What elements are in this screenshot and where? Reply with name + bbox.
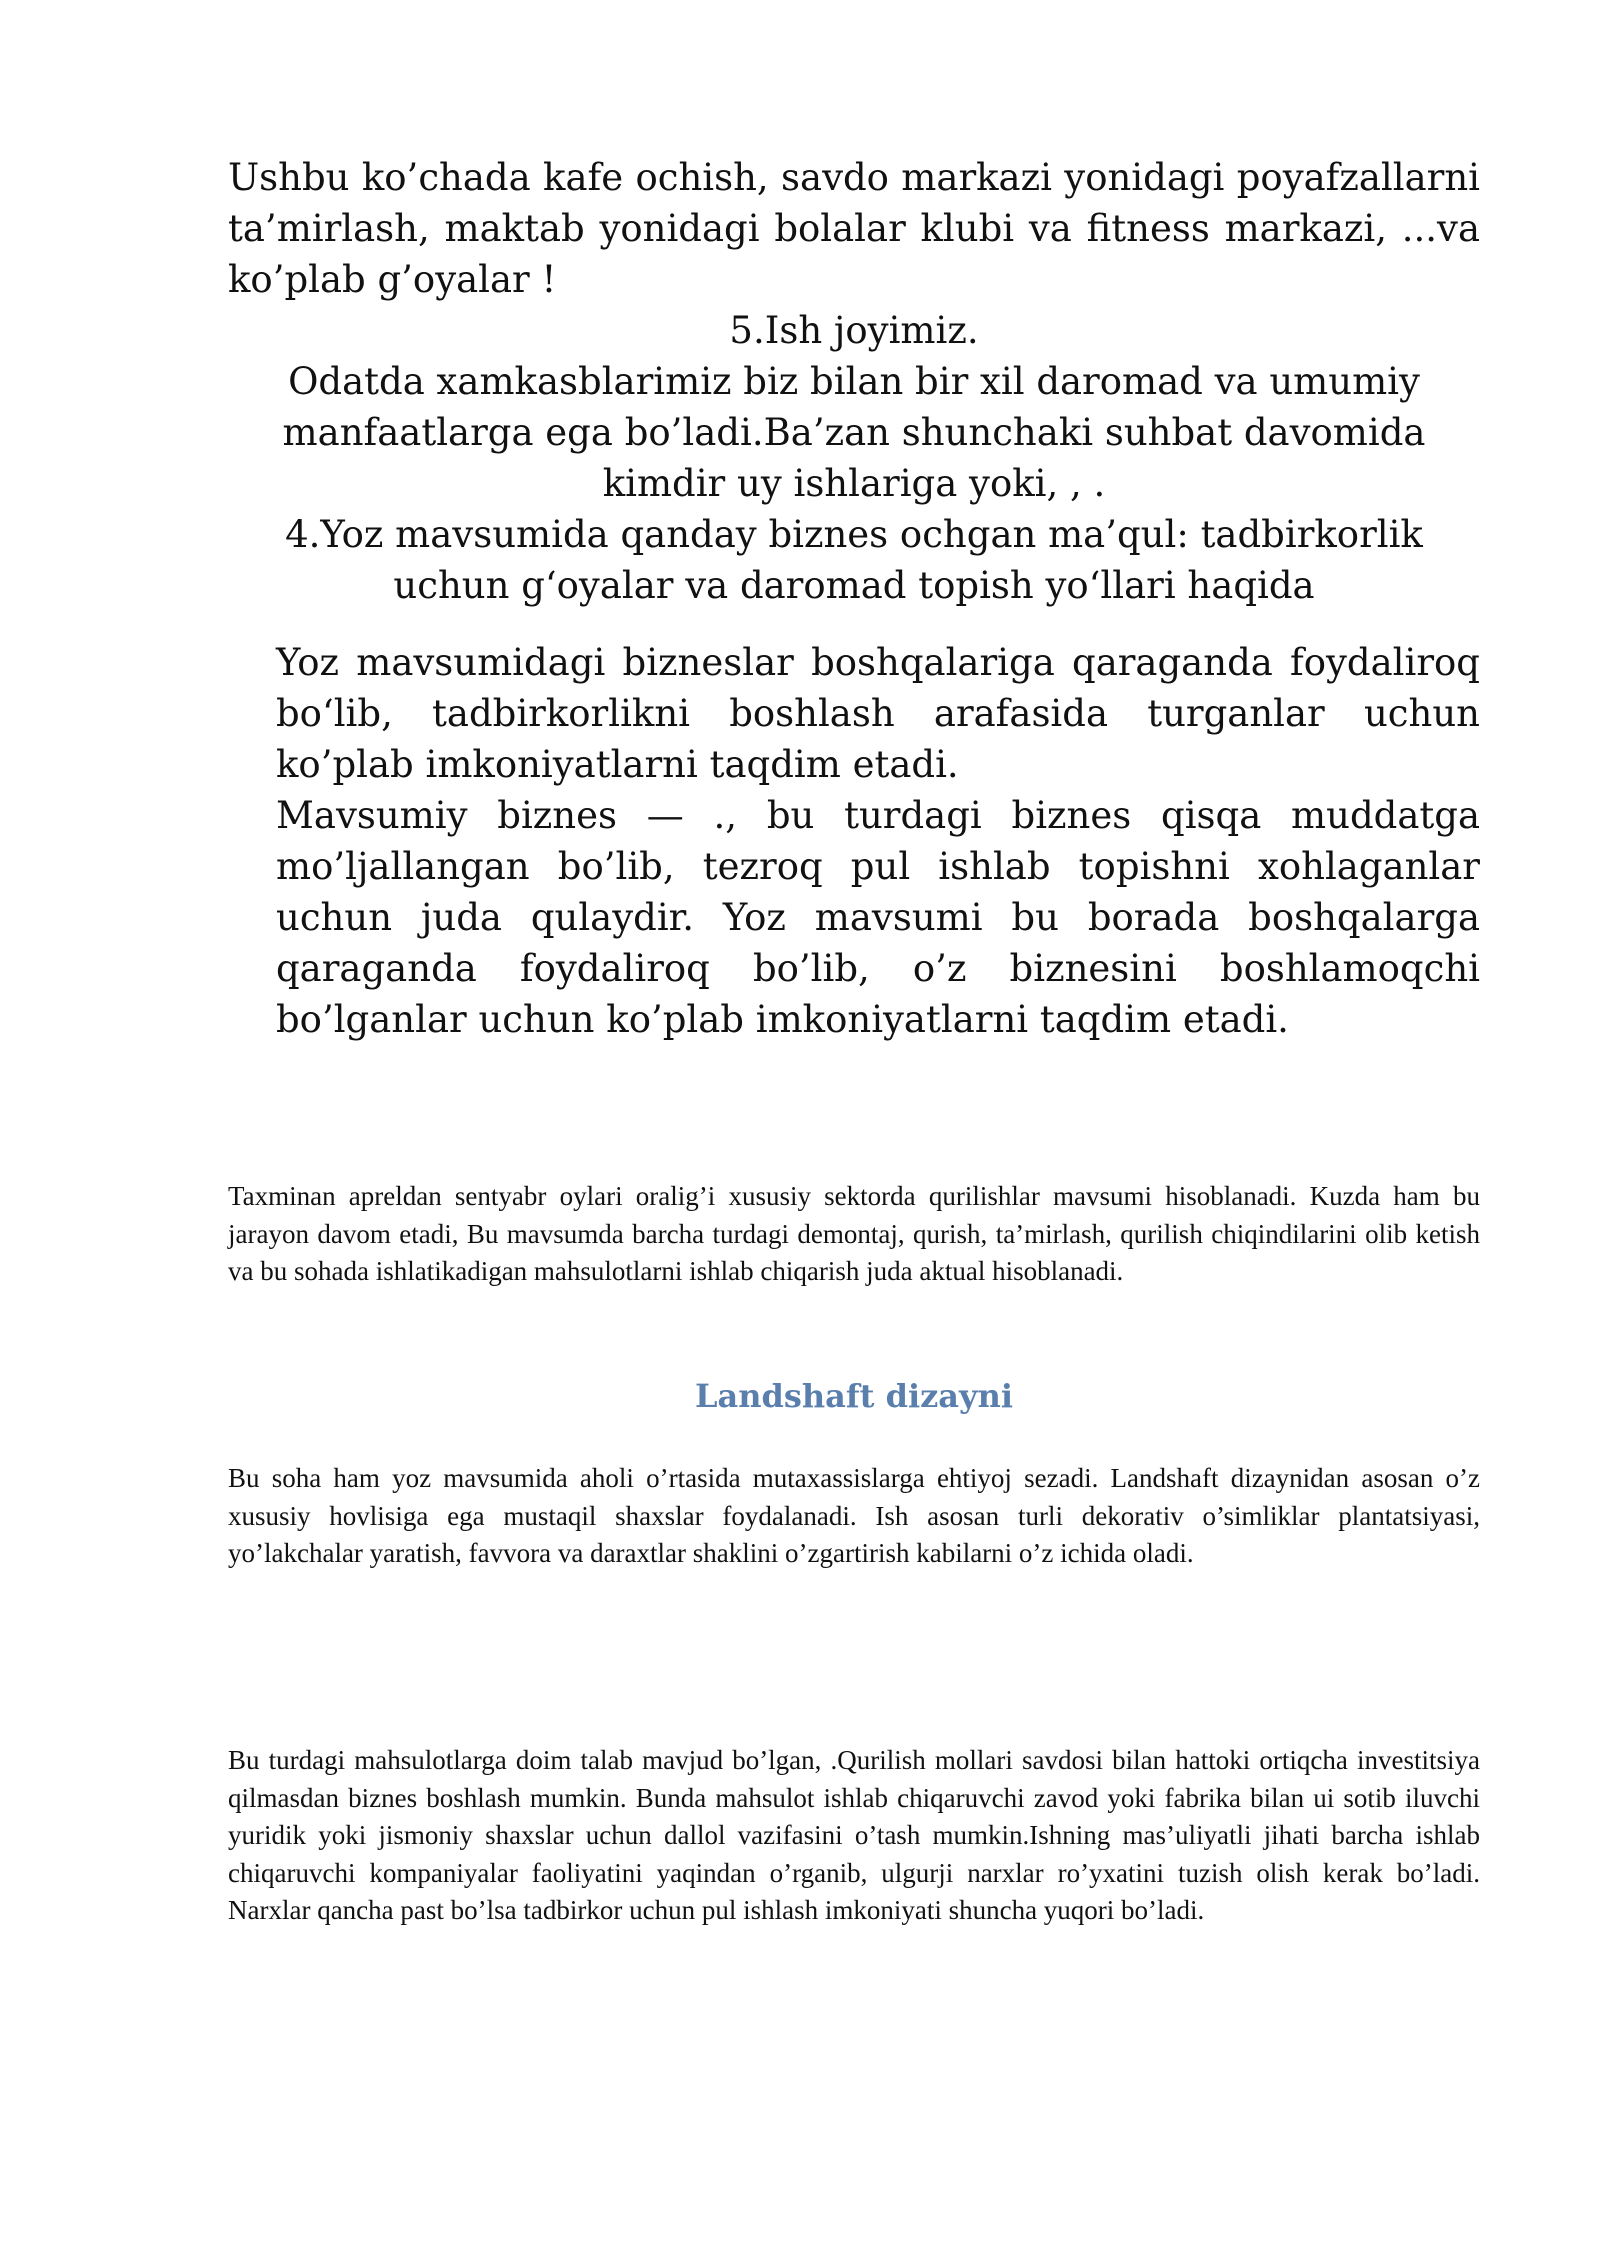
section-5-text: Odatda xamkasblarimiz biz bilan bir xil daromad va umumiy manfaatlarga ega bo’ladi.Ba’zan shunchaki suhbat davomida kimdir uy ishlariga yoki, , . xyxy=(282,360,1426,505)
materials-paragraph: Bu turdagi mahsulotlarga doim talab mavjud bo’lgan, .Qurilish mollari savdosi bilan hattoki ortiqcha investitsiya qilmasdan biznes boshlash mumkin. Bunda mahsulot ishlab chiqaruvchi zavod yoki fabrika bilan ui sotib iluvchi yuridik yoki jismoniy shaxslar uchun dallol vazifasini o’tash mumkin.Ishning mas’uliyatli jihati barcha ishlab chiqaruvchi kompaniyalar faoliyatini yaqindan o’rganib, ulgurji narxlar ro’yxatini tuzish olish kerak bo’ladi. Narxlar qancha past bo’lsa tadbirkor uchun pul ishlash imkoniyati shuncha yuqori bo’ladi. xyxy=(228,1745,1480,1925)
landscape-heading: Landshaft dizayni xyxy=(694,1377,1014,1415)
construction-paragraph: Taxminan apreldan sentyabr oylari oralig’i xususiy sektorda qurilishlar mavsumi hisoblanadi. Kuzda ham bu jarayon davom etadi, Bu mavsumda barcha turdagi demontaj, qurish, ta’mirlash, qurilish chiqindilarini olib ketish va bu sohada ishlatikadigan mahsulotlarni ishlab chiqarish juda aktual hisoblanadi. xyxy=(228,1181,1480,1286)
intro-paragraph: Ushbu ko’chada kafe ochish, savdo markazi yonidagi poyafzallarni ta’mirlash, maktab yonidagi bolalar klubi va fitness markazi, ...va ko’plab g’oyalar ! xyxy=(228,156,1480,301)
summer-paragraph-2: Mavsumiy biznes — ., bu turdagi biznes qisqa muddatga mo’ljallangan bo’lib, tezroq pul ishlab topishni xohlaganlar uchun juda qulaydir. Yoz mavsumi bu borada boshqalarga qaraganda foydaliroq bo’lib, o’z biznesini boshlamoqchi bo’lganlar uchun ko’plab imkoniyatlarni taqdim etadi. xyxy=(276,794,1480,1041)
summer-paragraph-1: Yoz mavsumidagi bizneslar boshqalariga qaraganda foydaliroq bo‘lib, tadbirkorlikni boshlash arafasida turganlar uchun ko’plab imkoniyatlarni taqdim etadi. xyxy=(276,641,1480,786)
section-5-title: 5.Ish joyimiz. xyxy=(729,309,979,352)
section-4-title: 4.Yoz mavsumida qanday biznes ochgan ma’qul: tadbirkorlik uchun g‘oyalar va daromad topish yo‘llari haqida xyxy=(285,513,1423,607)
landscape-paragraph: Bu soha ham yoz mavsumida aholi o’rtasida mutaxassislarga ehtiyoj sezadi. Landshaft dizaynidan asosan o’z xususiy hovlisiga ega mustaqil shaxslar foydalanadi. Ish asosan turli dekorativ o’simliklar plantatsiyasi, yo’lakchalar yaratish, favvora va daraxtlar shaklini o’zgartirish kabilarni o’z ichida oladi. xyxy=(228,1463,1480,1568)
